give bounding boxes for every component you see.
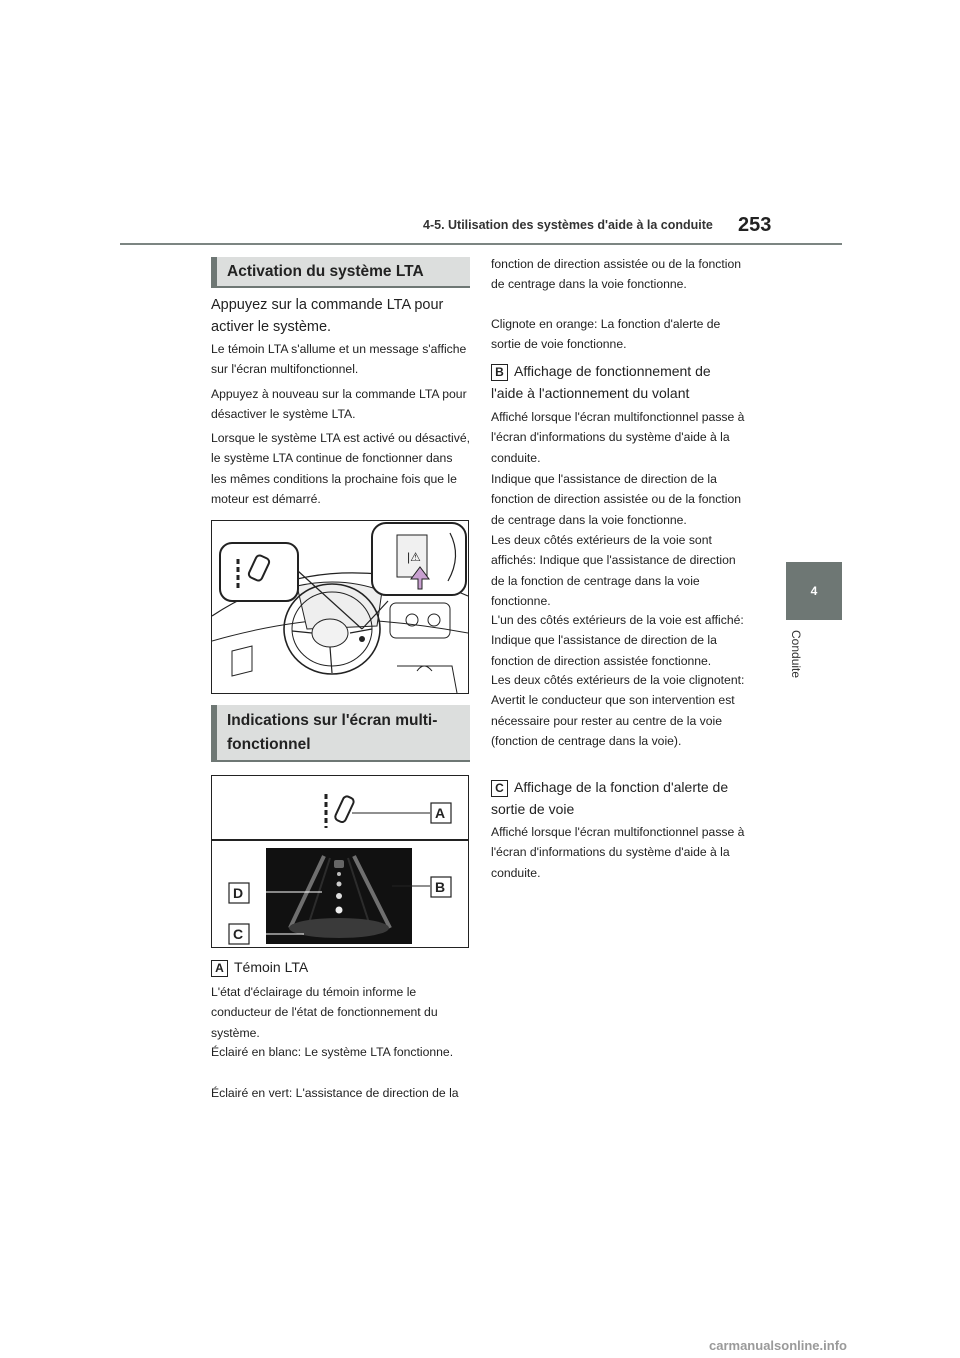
item-b-p5: Les deux côtés extérieurs de la voie clignotent: Avertit le conducteur que son intervention est nécessaire pour rester au centre de la voie (fonction de centrage dans la voie). (491, 673, 745, 749)
section-heading-indications: Indications sur l'écran multi-fonctionnel (211, 705, 470, 762)
item-c-heading (491, 776, 745, 820)
figure-label-d: D (233, 885, 244, 901)
item-c-p1: Affiché lorsque l'écran multifonctionnel passe à l'écran d'informations du système d'aide à la conduite. (491, 825, 745, 880)
item-b-p2: Indique que l'assistance de direction de la fonction de direction assistée ou de la fonction de centrage dans la voie fonctionne. (491, 472, 742, 527)
item-a-p3-continued: fonction de direction assistée ou de la fonction de centrage dans la voie fonctionne. (491, 257, 742, 292)
item-a-p2: Éclairé en blanc: Le système LTA fonctionne. (211, 1045, 454, 1059)
header-rule (120, 243, 842, 245)
item-b-p1: Affiché lorsque l'écran multifonctionnel passe à l'écran d'informations du système d'aide à la conduite. (491, 410, 745, 465)
figure-label-b: B (435, 879, 446, 895)
item-b-title: Affichage de fonctionnement de l'aide à l'actionnement du volant (491, 363, 711, 401)
item-a-p4: Clignote en orange: La fonction d'alerte de sortie de voie fonctionne. (491, 317, 721, 352)
activation-p1: Le témoin LTA s'allume et un message s'affiche sur l'écran multifonctionnel. (211, 342, 467, 377)
item-a-heading (211, 956, 470, 978)
item-b-heading (491, 360, 745, 404)
item-a-letter: A (211, 960, 228, 977)
item-b-p3: Les deux côtés extérieurs de la voie sont affichés: Indique que l'assistance de direction de la fonction de centrage dans la voie fonctionne. (491, 533, 736, 609)
item-c-title: Affichage de la fonction d'alerte de sortie de voie (491, 779, 729, 817)
section-heading-activation: Activation du système LTA (211, 257, 470, 288)
running-header: 4-5. Utilisation des systèmes d'aide à la conduite (423, 218, 713, 232)
chapter-tab[interactable] (786, 562, 842, 620)
activation-p3: Lorsque le système LTA est activé ou désactivé, le système LTA continue de fonctionner dans les mêmes conditions la prochaine fois que le moteur est démarré. (211, 431, 470, 507)
item-a-p1: L'état d'éclairage du témoin informe le conducteur de l'état de fonctionnement du système. (211, 985, 438, 1040)
chapter-label: Conduite (789, 630, 803, 679)
chapter-number: 4 (810, 584, 818, 598)
page-number: 253 (738, 214, 772, 236)
watermark: carmanualsonline.info (709, 1338, 847, 1353)
item-a-p3: Éclairé en vert: L'assistance de direction de la (211, 1086, 459, 1100)
svg-text:|⚠: |⚠ (407, 550, 421, 564)
display-illustration (211, 775, 469, 948)
item-b-letter: B (491, 364, 508, 381)
dashboard-illustration (211, 520, 469, 694)
item-b-p4: L'un des côtés extérieurs de la voie est affiché: Indique que l'assistance de direction de la fonction de direction assistée fonctionne. (491, 613, 744, 668)
figure-label-a: A (435, 805, 446, 821)
item-a-title: Témoin LTA (234, 959, 309, 975)
figure-label-c: C (233, 926, 244, 942)
item-c-letter: C (491, 780, 508, 797)
activation-p2: Appuyez à nouveau sur la commande LTA pour désactiver le système LTA. (211, 387, 467, 422)
activation-lead: Appuyez sur la commande LTA pour activer le système. (211, 297, 444, 335)
